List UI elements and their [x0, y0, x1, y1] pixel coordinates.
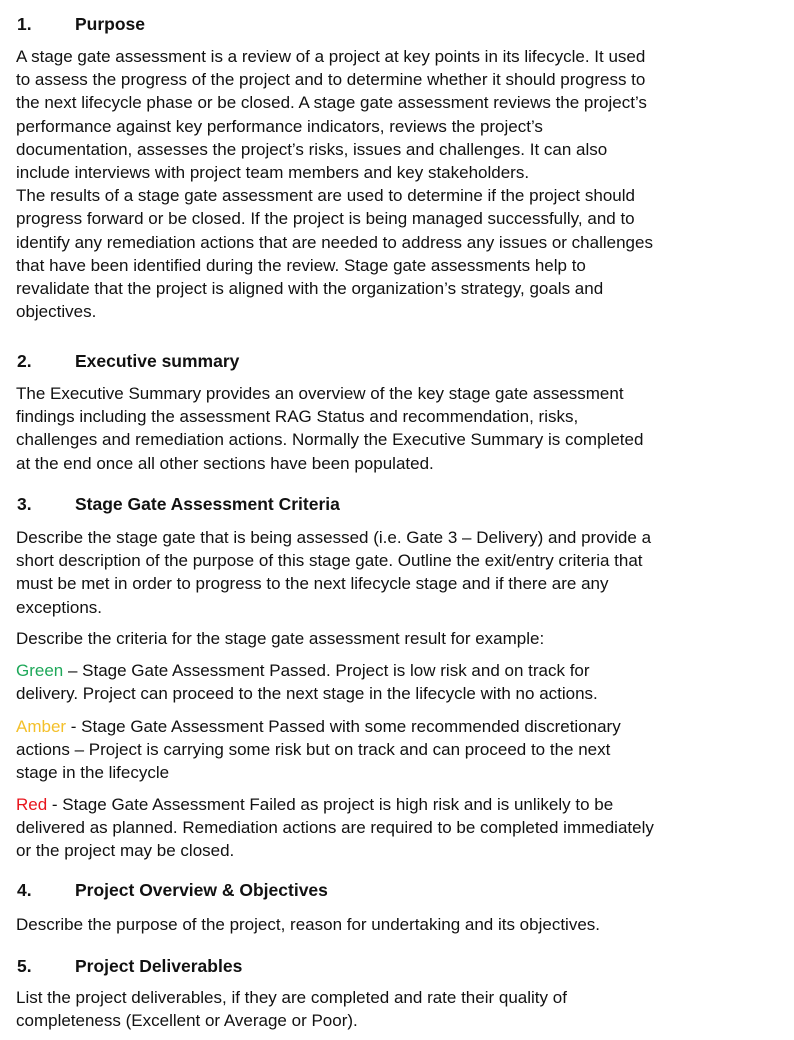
- text-line: exceptions.: [16, 597, 102, 617]
- text-line: include interviews with project team members and key stakeholders.: [16, 163, 530, 183]
- text-line: short description of the purpose of this stage gate. Outline the exit/entry criteria that: [16, 551, 643, 571]
- heading-title: Purpose: [75, 14, 146, 34]
- text-line: completeness (Excellent or Average or Poor).: [16, 1011, 358, 1031]
- heading-criteria: [17, 494, 340, 515]
- heading-deliverables: [17, 956, 242, 977]
- text-line: A stage gate assessment is a review of a project at key points in its lifecycle. It used: [16, 47, 646, 66]
- text-line: revalidate that the project is aligned with the organization’s strategy, goals and: [16, 279, 604, 299]
- executive-summary-text: [16, 382, 643, 475]
- text-line: identify any remediation actions that are needed to address any issues or challenges: [16, 232, 653, 252]
- text-line: Describe the criteria for the stage gate assessment result for example:: [16, 629, 545, 648]
- heading-overview: [17, 880, 328, 901]
- criteria-text: [16, 526, 651, 619]
- text-line: List the project deliverables, if they are completed and rate their quality of: [16, 988, 567, 1007]
- text-line: The Executive Summary provides an overview of the key stage gate assessment: [16, 384, 624, 403]
- text-line: challenges and remediation actions. Normally the Executive Summary is completed: [16, 430, 644, 450]
- text-line: - Stage Gate Assessment Failed as project is high risk and is unlikely to be: [47, 795, 614, 814]
- heading-title: Project Deliverables: [75, 956, 243, 976]
- text-line: actions – Project is carrying some risk but on track and can proceed to the next: [16, 740, 611, 760]
- red-label: Red: [16, 795, 48, 814]
- text-line: the next lifecycle phase or be closed. A stage gate assessment reviews the project’s: [16, 93, 647, 113]
- heading-title: Project Overview & Objectives: [75, 880, 328, 900]
- text-line: performance against key performance indicators, reviews the project’s: [16, 116, 543, 136]
- heading-purpose: [17, 14, 145, 35]
- rag-green: [16, 659, 598, 705]
- heading-number: 5.: [17, 956, 32, 976]
- heading-number: 1.: [17, 14, 32, 34]
- text-line: Describe the stage gate that is being assessed (i.e. Gate 3 – Delivery) and provide a: [16, 528, 652, 547]
- text-line: – Stage Gate Assessment Passed. Project is low risk and on track for: [63, 661, 590, 680]
- text-line: to assess the progress of the project and to determine whether it should progress to: [16, 70, 646, 90]
- purpose-text: [16, 45, 653, 323]
- green-label: Green: [16, 661, 64, 680]
- criteria-intro: [16, 627, 544, 650]
- heading-title: Stage Gate Assessment Criteria: [75, 494, 340, 514]
- heading-title: Executive summary: [75, 351, 240, 371]
- text-line: or the project may be closed.: [16, 841, 235, 861]
- heading-number: 2.: [17, 351, 32, 371]
- text-line: documentation, assesses the project’s risks, issues and challenges. It can also: [16, 139, 608, 159]
- text-line: delivery. Project can proceed to the next stage in the lifecycle with no actions.: [16, 684, 598, 704]
- rag-amber: [16, 715, 621, 785]
- text-line: objectives.: [16, 302, 97, 322]
- text-line: The results of a stage gate assessment are used to determine if the project should: [16, 186, 635, 206]
- overview-text: [16, 913, 600, 936]
- deliverables-text: [16, 986, 567, 1032]
- text-line: - Stage Gate Assessment Passed with some recommended discretionary: [66, 717, 621, 736]
- text-line: progress forward or be closed. If the project is being managed successfully, and to: [16, 209, 635, 229]
- heading-executive-summary: [17, 351, 239, 372]
- text-line: findings including the assessment RAG Status and recommendation, risks,: [16, 407, 579, 427]
- heading-number: 3.: [17, 494, 32, 514]
- text-line: stage in the lifecycle: [16, 763, 170, 783]
- text-line: Describe the purpose of the project, reason for undertaking and its objectives.: [16, 915, 601, 934]
- heading-number: 4.: [17, 880, 32, 900]
- text-line: must be met in order to progress to the next lifecycle stage and if there are any: [16, 574, 609, 594]
- text-line: at the end once all other sections have been populated.: [16, 453, 434, 473]
- amber-label: Amber: [16, 717, 67, 736]
- text-line: that have been identified during the review. Stage gate assessments help to: [16, 255, 586, 275]
- rag-red: [16, 793, 654, 863]
- text-line: delivered as planned. Remediation actions are required to be completed immediately: [16, 818, 654, 838]
